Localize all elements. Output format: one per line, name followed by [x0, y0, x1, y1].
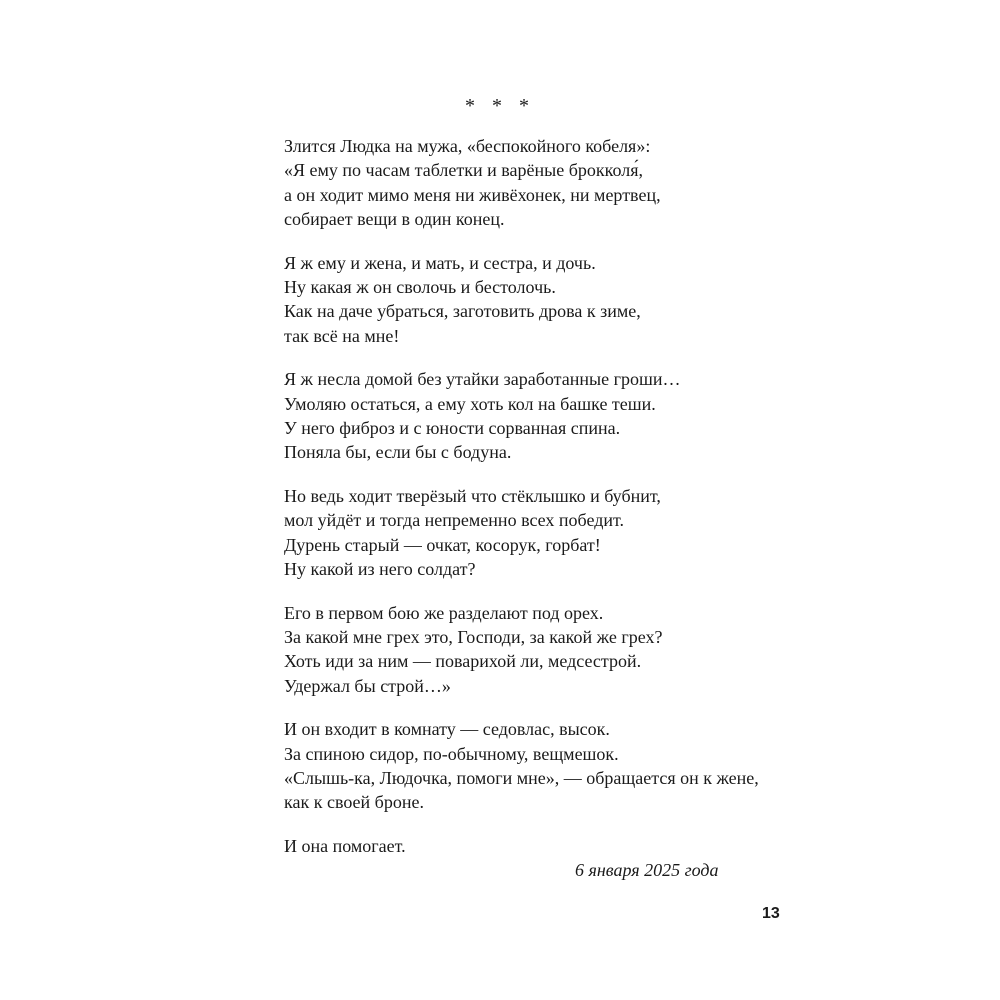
poem-line: У него фиброз и с юности сорванная спина.: [284, 418, 621, 439]
poem-line: так всё на мне!: [284, 325, 400, 346]
poem-line: Дурень старый — очкат, косорук, горбат!: [284, 534, 601, 555]
poem-line: Его в первом бою же разделают под орех.: [284, 602, 604, 623]
poem-line: собирает вещи в один конец.: [284, 209, 505, 230]
stanza: [284, 834, 804, 858]
stanza: [284, 134, 804, 232]
stanza: [284, 367, 804, 465]
stanza: [284, 251, 804, 349]
poem-line: мол уйдёт и тогда непременно всех победит.: [284, 510, 625, 531]
poem-line: Злится Людка на мужа, «беспокойного кобеля»:: [284, 136, 651, 156]
poem-line: Поняла бы, если бы с бодуна.: [284, 442, 512, 463]
poem-line: а он ходит мимо меня ни живёхонек, ни мертвец,: [284, 184, 661, 205]
poem-line: Я ж ему и жена, и мать, и сестра, и дочь.: [284, 252, 596, 273]
poem-line: Ну какой из него солдат?: [284, 559, 476, 580]
poem-line: И она помогает.: [284, 835, 406, 856]
poem-date: 6 января 2025 года: [575, 860, 719, 880]
stanza: [284, 717, 804, 815]
poem-line: Умоляю остаться, а ему хоть кол на башке теши.: [284, 393, 656, 414]
poem-line: Я ж несла домой без утайки заработанные гроши…: [284, 369, 681, 390]
stanza-separator: * * *: [465, 95, 535, 117]
poem-line: «Слышь-ка, Людочка, помоги мне», — обращается он к жене,: [284, 767, 759, 788]
poem-line: как к своей броне.: [284, 792, 424, 813]
poem-line: Хоть иди за ним — поварихой ли, медсестрой.: [284, 651, 642, 672]
poem-line: Но ведь ходит тверёзый что стёклышко и бубнит,: [284, 485, 661, 506]
poem: [284, 134, 804, 877]
poem-line: Как на даче убраться, заготовить дрова к зиме,: [284, 301, 641, 322]
page-number: 13: [762, 905, 780, 922]
poem-line: Удержал бы строй…»: [284, 675, 451, 696]
poem-line: За какой мне грех это, Господи, за какой же грех?: [284, 626, 663, 647]
stanza: [284, 601, 804, 699]
poem-line: И он входит в комнату — седовлас, высок.: [284, 719, 610, 740]
poem-line: «Я ему по часам таблетки и варёные брокколя́,: [284, 160, 643, 181]
poem-line: За спиною сидор, по-обычному, вещмешок.: [284, 743, 619, 764]
poem-line: Ну какая ж он сволочь и бестолочь.: [284, 277, 556, 298]
stanza: [284, 484, 804, 582]
